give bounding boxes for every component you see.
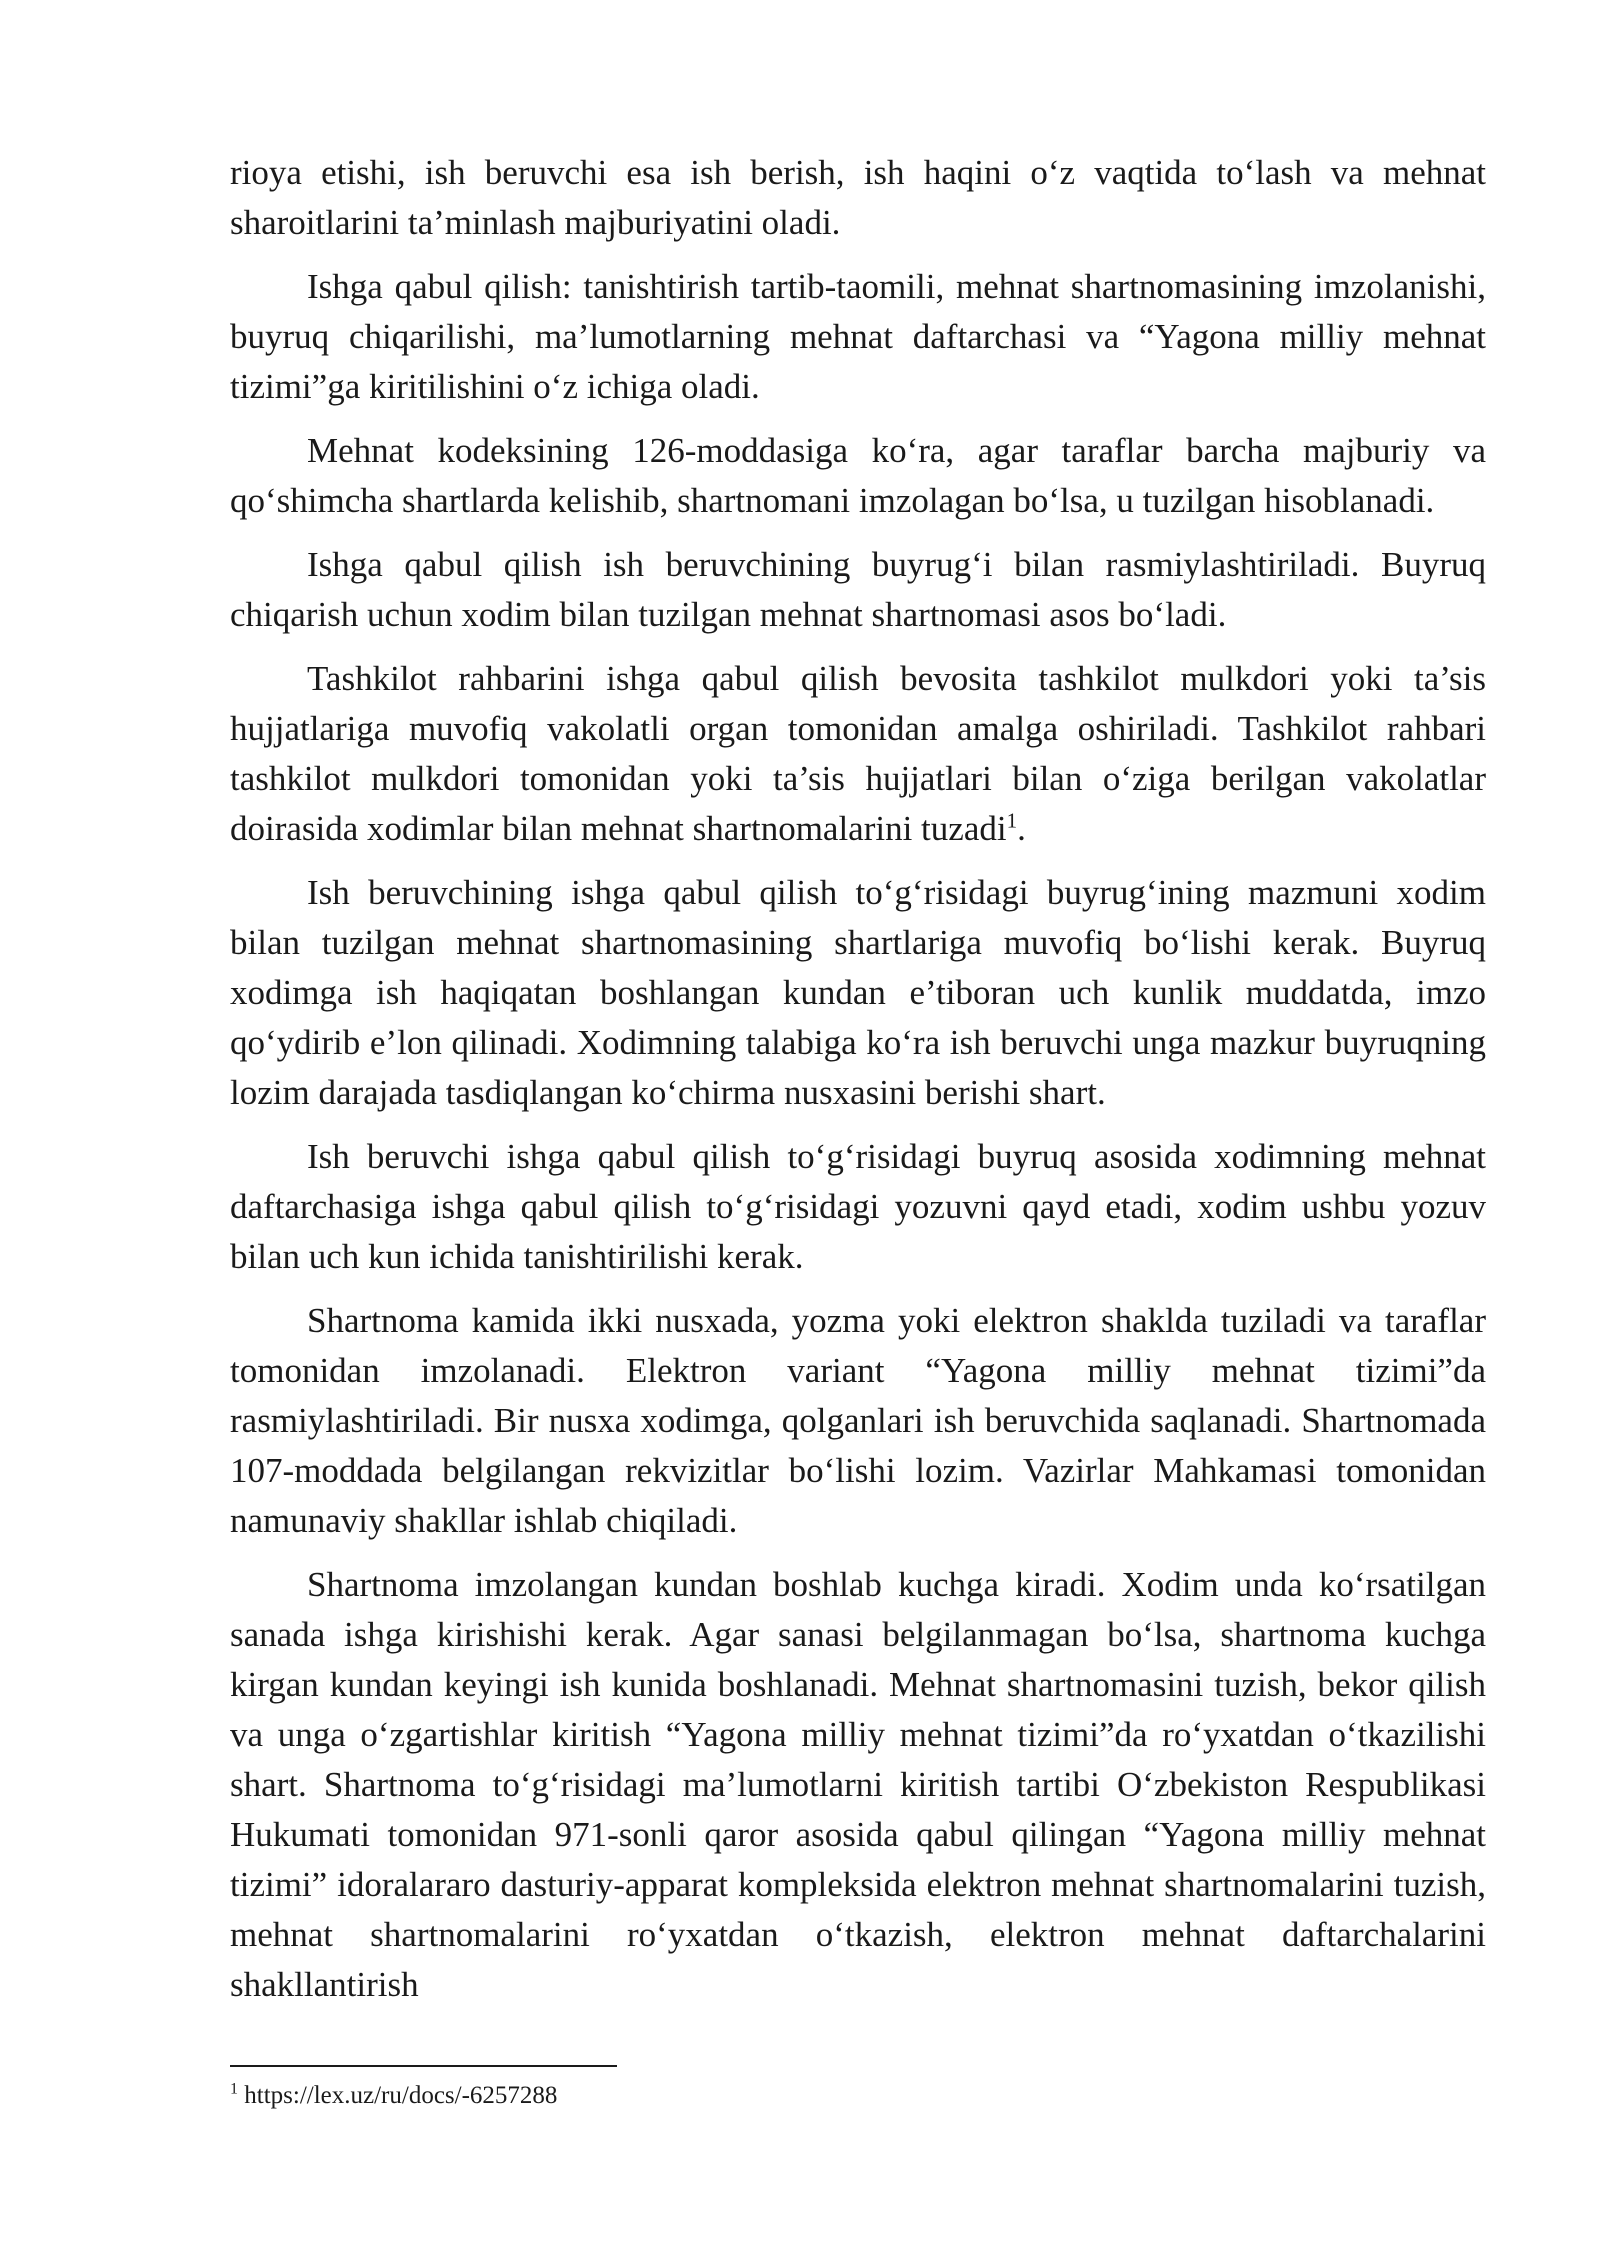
paragraph-8: Shartnoma kamida ikki nusxada, yozma yoki elektron shaklda tuziladi va taraflar tomonidan imzolanadi. Elektron variant “Yagona milliy mehnat tizimi”da rasmiylashtiriladi. Bir nusxa xodimga, qolganlari ish beruvchida saqlanadi. Shartnomada 107-moddada belgilangan rekvizitlar bo‘lishi lozim. Vazirlar Mahkamasi tomonidan namunaviy shakllar ishlab chiqiladi. [230, 1301, 1486, 1540]
paragraph-5-tail: . [1017, 809, 1026, 848]
footnote-reference[interactable]: 1 [1006, 808, 1018, 833]
footnote-link[interactable]: https://lex.uz/ru/docs/-6257288 [244, 2082, 558, 2109]
paragraph-3: Mehnat kodeksining 126-moddasiga ko‘ra, agar taraflar barcha majburiy va qo‘shimcha shartlarda kelishib, shartnomani imzolagan bo‘lsa, u tuzilgan hisoblanadi. [230, 431, 1486, 520]
paragraph-9: Shartnoma imzolangan kundan boshlab kuchga kiradi. Xodim unda ko‘rsatilgan sanada ishga kirishishi kerak. Agar sanasi belgilanmagan bo‘lsa, shartnoma kuchga kirgan kundan keyingi ish kunida boshlanadi. Mehnat shartnomasini tuzish, bekor qilish va unga o‘zgartishlar kiritish “Yagona milliy mehnat tizimi”da ro‘yxatdan o‘tkazilishi shart. Shartnoma to‘g‘risidagi ma’lumotlarni kiritish tartibi O‘zbekiston Respublikasi Hukumati tomonidan 971-sonli qaror asosida qabul qilingan “Yagona milliy mehnat tizimi” idoralararo dasturiy-apparat kompleksida elektron mehnat shartnomalarini tuzish, mehnat shartnomalarini ro‘yxatdan o‘tkazish, elektron mehnat daftarchalarini shakllantirish [230, 1565, 1486, 2004]
document-page [230, 148, 1486, 2024]
footnote-marker: 1 [230, 2080, 238, 2098]
footnote [230, 2080, 557, 2112]
paragraph-5-text: Tashkilot rahbarini ishga qabul qilish bevosita tashkilot mulkdori yoki ta’sis hujjatlariga muvofiq vakolatli organ tomonidan amalga oshiriladi. Tashkilot rahbari tashkilot mulkdori tomonidan yoki ta’sis hujjatlari bilan o‘ziga berilgan vakolatlar doirasida xodimlar bilan mehnat shartnomalarini tuzadi [230, 659, 1486, 848]
paragraph-7: Ish beruvchi ishga qabul qilish to‘g‘risidagi buyruq asosida xodimning mehnat daftarchasiga ishga qabul qilish to‘g‘risidagi yozuvni qayd etadi, xodim ushbu yozuv bilan uch kun ichida tanishtirilishi kerak. [230, 1137, 1486, 1276]
paragraph-1: rioya etishi, ish beruvchi esa ish berish, ish haqini o‘z vaqtida to‘lash va mehnat sharoitlarini ta’minlash majburiyatini oladi. [230, 153, 1486, 242]
paragraph-5 [230, 654, 1486, 854]
paragraph-4: Ishga qabul qilish ish beruvchining buyrug‘i bilan rasmiylashtiriladi. Buyruq chiqarish uchun xodim bilan tuzilgan mehnat shartnomasi asos bo‘ladi. [230, 545, 1486, 634]
footnote-separator [230, 2065, 617, 2067]
paragraph-2: Ishga qabul qilish: tanishtirish tartib-taomili, mehnat shartnomasining imzolanishi, buyruq chiqarilishi, ma’lumotlarning mehnat daftarchasi va “Yagona milliy mehnat tizimi”ga kiritilishini o‘z ichiga oladi. [230, 267, 1486, 406]
paragraph-6: Ish beruvchining ishga qabul qilish to‘g‘risidagi buyrug‘ining mazmuni xodim bilan tuzilgan mehnat shartnomasining shartlariga muvofiq bo‘lishi kerak. Buyruq xodimga ish haqiqatan boshlangan kundan e’tiboran uch kunlik muddatda, imzo qo‘ydirib e’lon qilinadi. Xodimning talabiga ko‘ra ish beruvchi unga mazkur buyruqning lozim darajada tasdiqlangan ko‘chirma nusxasini berishi shart. [230, 873, 1486, 1112]
